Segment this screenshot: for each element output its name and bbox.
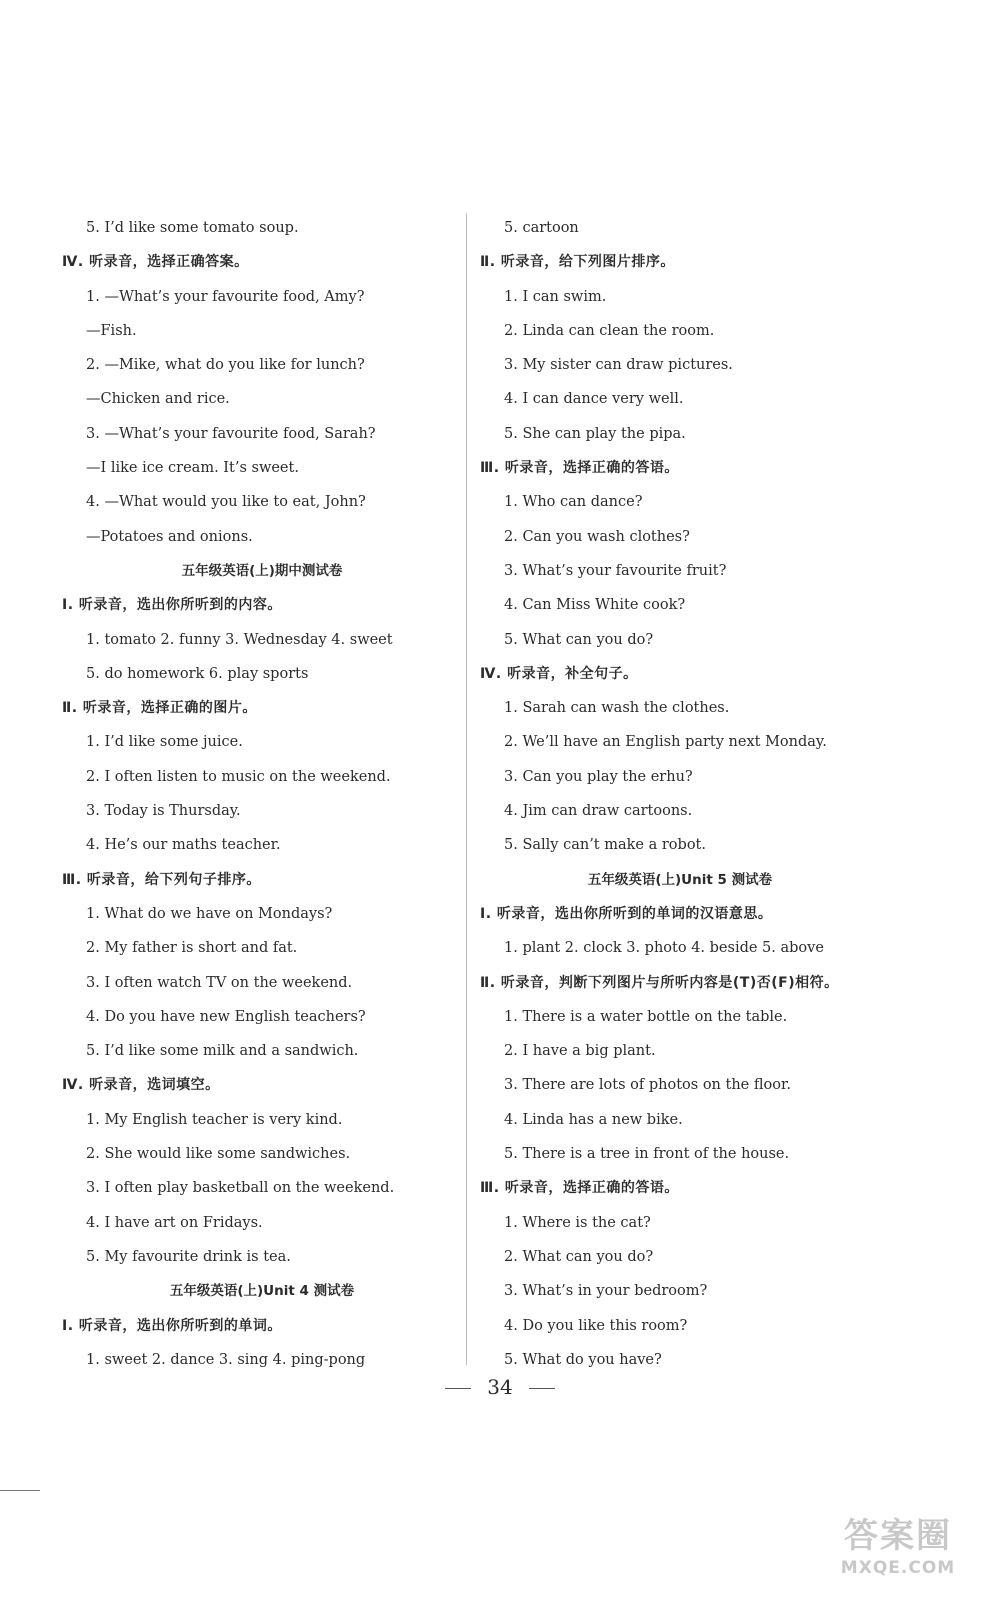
right-column-item: 5. She can play the pipa. [504, 425, 686, 442]
left-column-item: 2. She would like some sandwiches. [86, 1146, 351, 1163]
left-column-item: 3. I often watch TV on the weekend. [86, 974, 353, 991]
watermark-logo [818, 1514, 978, 1594]
column-divider [466, 213, 467, 1365]
left-column-heading: Ⅰ. 听录音，选出你所听到的单词。 [62, 1317, 282, 1334]
left-column-title: 五年级英语(上)期中测试卷 [181, 562, 343, 579]
left-column-item: 3. —What’s your favourite food, Sarah? [86, 425, 376, 442]
left-column-item: —Potatoes and onions. [86, 528, 253, 545]
right-column-item: 3. What’s your favourite fruit? [504, 562, 727, 579]
right-column-heading: Ⅲ. 听录音，选择正确的答语。 [480, 460, 679, 477]
right-column-heading: Ⅰ. 听录音，选出你所听到的单词的汉语意思。 [480, 905, 773, 922]
left-column-item: 5. I’d like some milk and a sandwich. [86, 1043, 359, 1060]
right-column-item: 5. What can you do? [504, 631, 654, 648]
left-column-item: —Fish. [86, 322, 137, 339]
right-column-item: 2. Linda can clean the room. [504, 322, 715, 339]
left-column-heading: Ⅲ. 听录音，给下列句子排序。 [62, 871, 261, 888]
right-column-item: 3. Can you play the erhu? [504, 768, 693, 785]
left-column-item: 1. sweet 2. dance 3. sing 4. ping-pong [86, 1351, 366, 1368]
left-column-item: 3. Today is Thursday. [86, 803, 241, 820]
left-column-heading: Ⅳ. 听录音，选词填空。 [62, 1077, 220, 1094]
footer-dash-left [445, 1388, 471, 1389]
left-column-heading: Ⅳ. 听录音，选择正确答案。 [62, 254, 249, 271]
right-column-item: 2. What can you do? [504, 1248, 654, 1265]
left-column-item: 1. I’d like some juice. [86, 734, 243, 751]
right-column [480, 211, 880, 1377]
right-column-item: 1. There is a water bottle on the table. [504, 1008, 788, 1025]
page-number: 34 [487, 1375, 513, 1399]
right-column-heading: Ⅲ. 听录音，选择正确的答语。 [480, 1180, 679, 1197]
right-column-heading: Ⅱ. 听录音，判断下列图片与所听内容是(T)否(F)相符。 [480, 974, 839, 991]
right-column-item: 5. What do you have? [504, 1351, 662, 1368]
left-column-item: 1. What do we have on Mondays? [86, 905, 333, 922]
page-footer [0, 1375, 1000, 1399]
right-column-heading: Ⅳ. 听录音，补全句子。 [480, 665, 638, 682]
right-column-item: 4. Can Miss White cook? [504, 597, 686, 614]
right-column-item: 1. Who can dance? [504, 494, 643, 511]
left-column-title: 五年级英语(上)Unit 4 测试卷 [169, 1283, 355, 1300]
left-column-heading: Ⅱ. 听录音，选择正确的图片。 [62, 700, 257, 717]
right-column-item: 2. Can you wash clothes? [504, 528, 690, 545]
left-column-item: —Chicken and rice. [86, 391, 230, 408]
right-column-item: 4. Do you like this room? [504, 1317, 688, 1334]
left-column [62, 211, 462, 1377]
right-column-item: 4. Jim can draw cartoons. [504, 803, 693, 820]
left-column-item: 3. I often play basketball on the weekend. [86, 1180, 395, 1197]
right-column-heading: Ⅱ. 听录音，给下列图片排序。 [480, 254, 675, 271]
page-edge-mark [0, 1490, 40, 1491]
right-column-item: 1. Sarah can wash the clothes. [504, 700, 730, 717]
footer-dash-right [529, 1388, 555, 1389]
left-column-item: 5. I’d like some tomato soup. [86, 220, 299, 236]
right-column-item: 4. Linda has a new bike. [504, 1111, 683, 1128]
left-column-item: 2. —Mike, what do you like for lunch? [86, 357, 365, 374]
watermark-bottom-text: MXQE.COM [840, 1558, 956, 1578]
right-column-item: 4. I can dance very well. [504, 391, 684, 408]
watermark-top-text: 答案圈 [844, 1516, 952, 1556]
left-column-item: 5. do homework 6. play sports [86, 665, 309, 682]
left-column-item: 4. Do you have new English teachers? [86, 1008, 366, 1025]
left-column-item: 2. I often listen to music on the weekend. [86, 768, 391, 785]
left-column-item: 2. My father is short and fat. [86, 940, 298, 957]
right-column-item: 5. cartoon [504, 220, 579, 236]
right-column-item: 5. There is a tree in front of the house. [504, 1146, 790, 1163]
right-column-title: 五年级英语(上)Unit 5 测试卷 [587, 871, 773, 888]
left-column-item: 1. tomato 2. funny 3. Wednesday 4. sweet [86, 631, 393, 648]
right-column-item: 5. Sally can’t make a robot. [504, 837, 706, 854]
left-column-item: 1. —What’s your favourite food, Amy? [86, 288, 365, 305]
right-column-item: 2. I have a big plant. [504, 1043, 656, 1060]
left-column-item: 4. He’s our maths teacher. [86, 837, 281, 854]
right-column-item: 1. I can swim. [504, 288, 607, 305]
right-column-item: 2. We’ll have an English party next Monday. [504, 734, 827, 751]
left-column-item: —I like ice cream. It’s sweet. [86, 460, 299, 477]
right-column-item: 1. plant 2. clock 3. photo 4. beside 5. above [504, 940, 824, 957]
left-column-item: 4. I have art on Fridays. [86, 1214, 263, 1231]
left-column-item: 4. —What would you like to eat, John? [86, 494, 366, 511]
right-column-item: 3. My sister can draw pictures. [504, 357, 733, 374]
left-column-heading: Ⅰ. 听录音，选出你所听到的内容。 [62, 597, 282, 614]
right-column-item: 1. Where is the cat? [504, 1214, 651, 1231]
right-column-item: 3. What’s in your bedroom? [504, 1283, 708, 1300]
right-column-item: 3. There are lots of photos on the floor. [504, 1077, 791, 1094]
left-column-item: 5. My favourite drink is tea. [86, 1248, 291, 1265]
left-column-item: 1. My English teacher is very kind. [86, 1111, 343, 1128]
